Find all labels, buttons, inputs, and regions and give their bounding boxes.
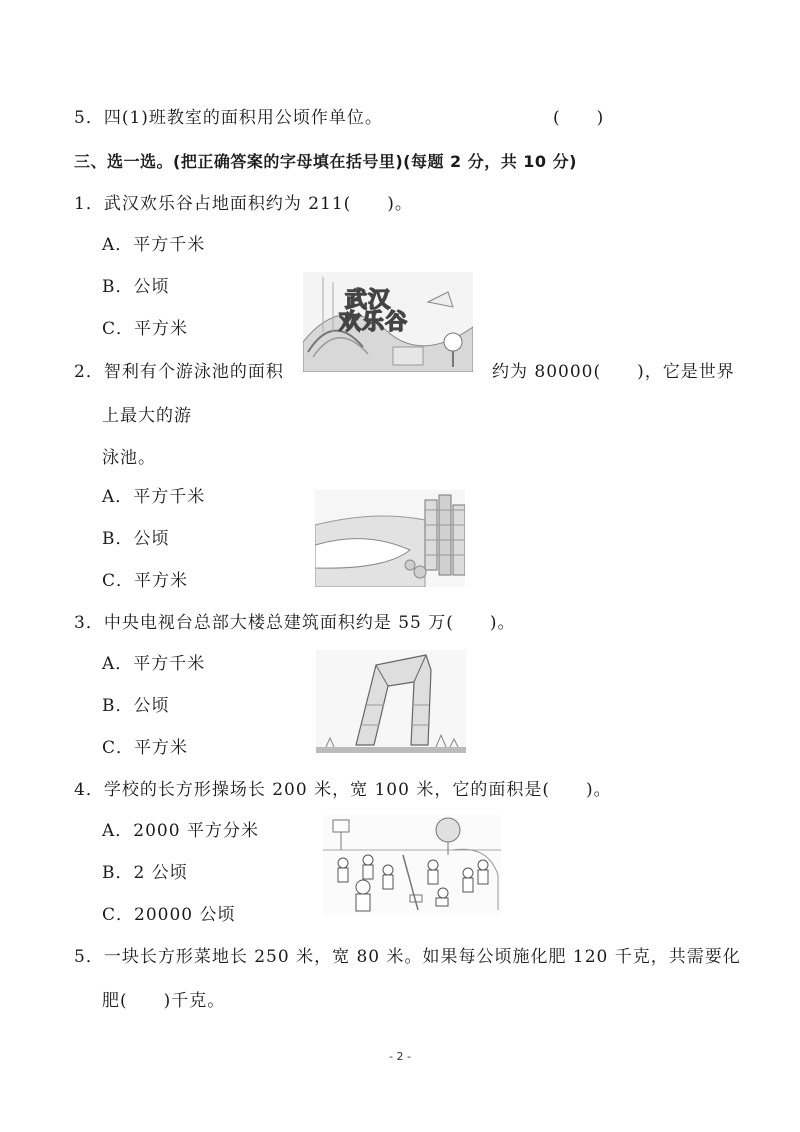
question-3-stem: 3．中央电视台总部大楼总建筑面积约是 55 万( )。 xyxy=(74,613,516,633)
question-4-stem: 4．学校的长方形操场长 200 米，宽 100 米，它的面积是( )。 xyxy=(74,780,612,800)
question-5-stem: 5．一块长方形菜地长 250 米，宽 80 米。如果每公顷施化肥 120 千克，共需要化 xyxy=(74,947,741,967)
question-2-stem-part1: 2．智利有个游泳池的面积 xyxy=(74,362,284,382)
question-2-stem-line3: 泳池。 xyxy=(102,448,156,468)
playground-image xyxy=(323,815,501,915)
question-1-option-c[interactable]: C．平方米 xyxy=(102,319,189,339)
question-3-option-b[interactable]: B．公顷 xyxy=(102,696,170,716)
question-2-stem-part2: 约为 80000( )，它是世界 xyxy=(492,362,735,382)
park-logo-line1: 武汉 xyxy=(345,288,392,313)
section-title: 三、选一选。(把正确答案的字母填在括号里)(每题 2 分，共 10 分) xyxy=(74,152,577,171)
answer-paren[interactable]: ( ) xyxy=(553,108,605,128)
question-1-option-b[interactable]: B．公顷 xyxy=(102,277,170,297)
question-1-stem: 1．武汉欢乐谷占地面积约为 211( )。 xyxy=(74,194,413,214)
question-1-option-a[interactable]: A．平方千米 xyxy=(102,235,206,255)
question-2-option-c[interactable]: C．平方米 xyxy=(102,571,189,591)
question-2-stem-line2: 上最大的游 xyxy=(102,406,192,426)
swimming-pool-resort-icon xyxy=(315,490,465,587)
happy-valley-image xyxy=(303,272,473,372)
cctv-building-image xyxy=(316,650,466,753)
question-4-option-a[interactable]: A．2000 平方分米 xyxy=(102,821,259,841)
question-3-option-a[interactable]: A．平方千米 xyxy=(102,654,206,674)
question-5-stem-line2: 肥( )千克。 xyxy=(102,991,226,1011)
pool-image xyxy=(315,490,465,587)
judgement-item-5 xyxy=(74,106,383,130)
question-3-option-c[interactable]: C．平方米 xyxy=(102,738,189,758)
page-number: - 2 - xyxy=(389,1050,411,1063)
judgement-item-5-text: 5．四(1)班教室的面积用公顷作单位。 xyxy=(74,108,383,128)
park-logo-line2: 欢乐谷 xyxy=(339,310,409,335)
question-4-option-c[interactable]: C．20000 公顷 xyxy=(102,905,236,925)
question-2-option-a[interactable]: A．平方千米 xyxy=(102,487,206,507)
cctv-tower-icon xyxy=(316,650,466,753)
playground-kids-icon xyxy=(323,815,501,915)
question-2-option-b[interactable]: B．公顷 xyxy=(102,529,170,549)
question-4-option-b[interactable]: B．2 公顷 xyxy=(102,863,188,883)
